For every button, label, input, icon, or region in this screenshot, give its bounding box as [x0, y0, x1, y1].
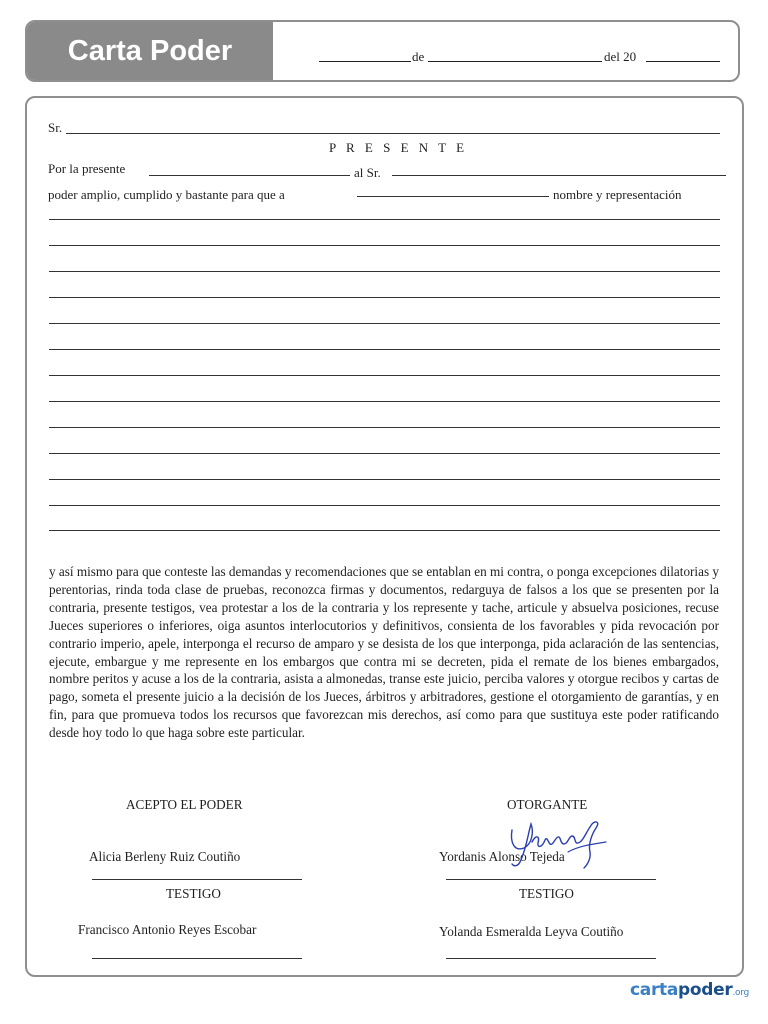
otorgante-label: OTORGANTE	[507, 797, 588, 812]
presente-heading: P R E S E N T E	[329, 140, 468, 155]
writing-line	[49, 245, 720, 246]
sr-label: Sr.	[48, 120, 63, 135]
writing-line	[49, 530, 720, 531]
cartapoder-logo[interactable]: cartapoder.org	[630, 980, 749, 1000]
testigo2-signature-line	[446, 958, 656, 959]
form-frame	[25, 96, 744, 977]
writing-line	[49, 349, 720, 350]
writing-line	[49, 453, 720, 454]
al-sr-label: al Sr.	[354, 165, 381, 180]
date-month-line	[428, 61, 602, 62]
sr-name-line	[66, 133, 720, 134]
powers-paragraph: y así mismo para que conteste las demandas y recomendaciones que se entablan en mi contra, o ponga excepciones dilatorias y perentorias, rinda toda clase de pruebas, reconozca firmas y documentos, redarguya de falsos a los que se presenten por la contraria, presente testigos, vea protestar a los de la contraria y los represente y tache, articule y absuelva posiciones, recuse Jueces superiores o inferiores, oiga asuntos interlocutorios y definitivos, consienta de los favorables y pida revocación por contrario imperio, apele, interponga el recurso de amparo y se desista de los que interponga, pida aclaración de las sentencias, ejecute, embargue y me represente en los embargos que contra mi se decreten, pida el remate de los bienes embargados, nombre peritos y acuse a los de la contraria, asista a almonedas, transe este juicio, perciba valores y otorgue recibos y cartas de pago, someta el presente juicio a la decisión de los Jueces, árbitros y arbitradores, gestione el otorgamiento de garantías, y en fin, para que promueva todos los recursos que favorezcan mis derechos, así como para que sustituya este poder ratificando desde hoy todo lo que haga sobre este particular.	[49, 564, 719, 741]
page-title: Carta Poder	[27, 22, 273, 80]
writing-line	[49, 271, 720, 272]
writing-line	[49, 479, 720, 480]
acepto-poder-label: ACEPTO EL PODER	[126, 797, 243, 812]
writing-line	[49, 375, 720, 376]
writing-line	[49, 219, 720, 220]
writing-line	[49, 401, 720, 402]
otorgante-name: Yordanis Alonso Tejeda	[439, 849, 565, 864]
testigo2-name: Yolanda Esmeralda Leyva Coutiño	[439, 924, 624, 939]
apoderado-name-line	[392, 175, 726, 176]
acepto-name: Alicia Berleny Ruiz Coutiño	[89, 849, 241, 864]
otorgante-signature-line	[446, 879, 656, 880]
representado-name-line	[357, 196, 549, 197]
date-day-line	[319, 61, 411, 62]
poder-amplio-label: poder amplio, cumplido y bastante para que a	[48, 187, 285, 202]
otorgante-name-line	[149, 175, 350, 176]
writing-line	[49, 323, 720, 324]
por-la-presente-label: Por la presente	[48, 161, 126, 176]
testigo2-label: TESTIGO	[519, 886, 574, 901]
date-del-label: del 20	[604, 49, 637, 64]
date-year-line	[646, 61, 720, 62]
writing-line	[49, 297, 720, 298]
handwritten-signature-icon	[498, 812, 613, 870]
nombre-representacion-label: nombre y representación	[553, 187, 682, 202]
testigo1-label: TESTIGO	[166, 886, 221, 901]
header-bar	[25, 20, 740, 82]
acepto-signature-line	[92, 879, 302, 880]
writing-line	[49, 505, 720, 506]
testigo1-name: Francisco Antonio Reyes Escobar	[78, 922, 257, 937]
testigo1-signature-line	[92, 958, 302, 959]
writing-line	[49, 427, 720, 428]
date-de-label: de	[412, 49, 425, 64]
